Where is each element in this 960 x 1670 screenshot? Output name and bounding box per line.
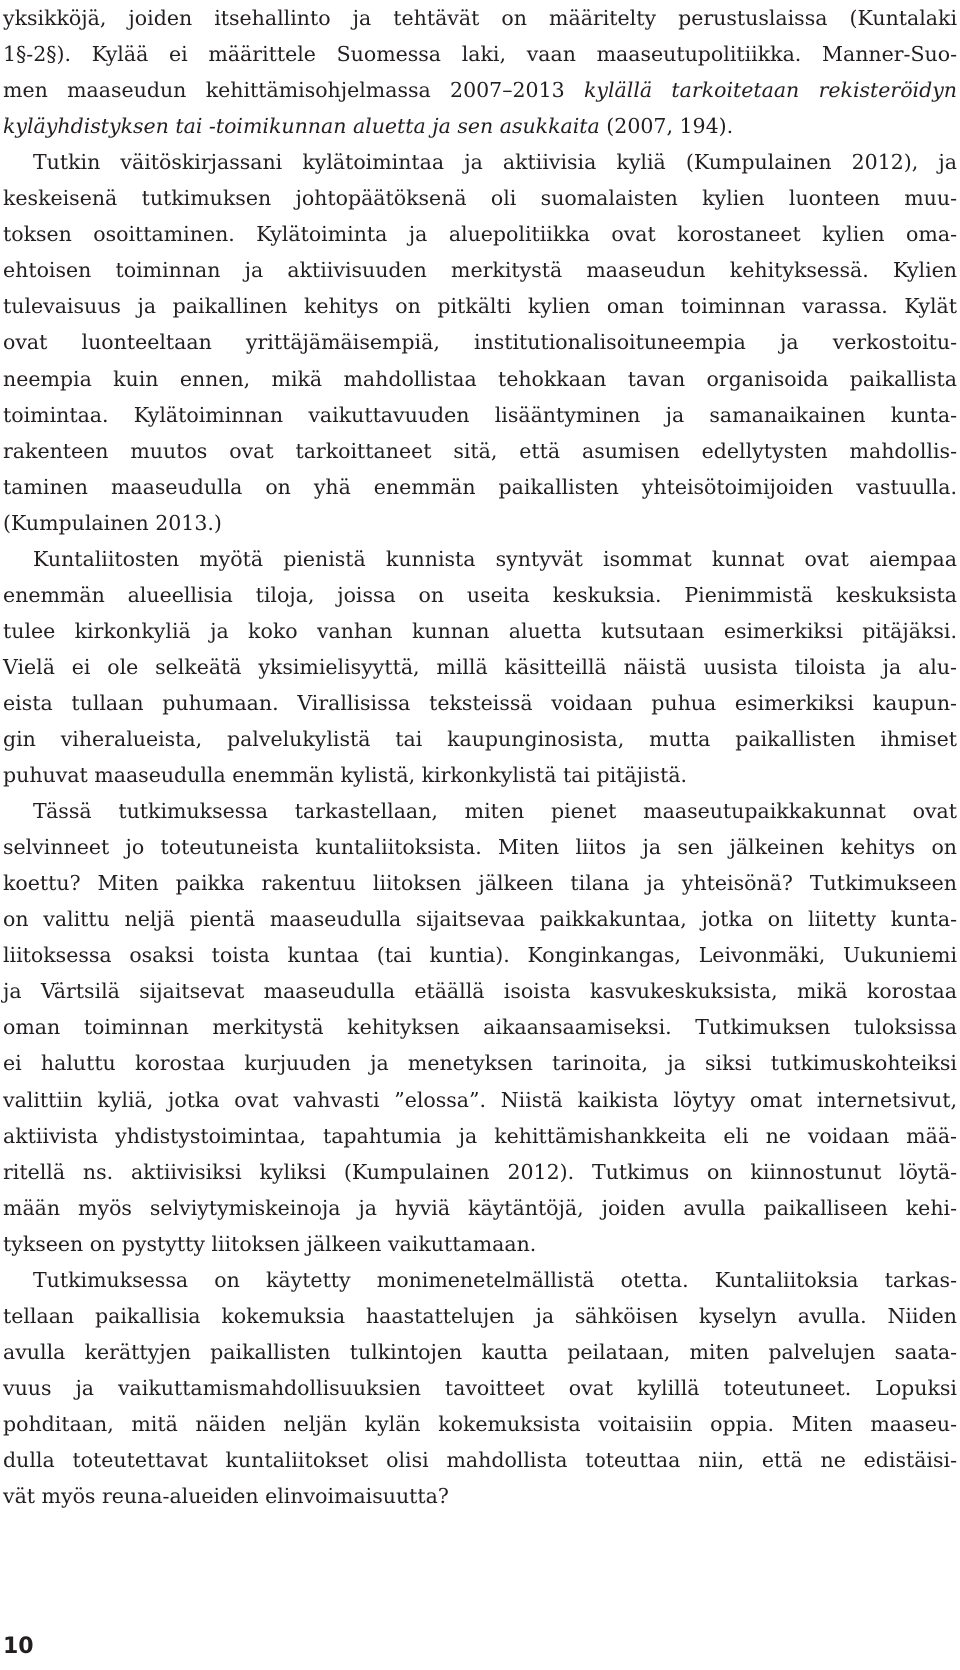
- page-number: 10: [3, 1634, 34, 1659]
- text-line-content: tulee kirkonkyliä ja koko vanhan kunnan aluetta kutsutaan esimerkiksi pitäjäksi.: [3, 618, 957, 643]
- text-line: [3, 793, 957, 829]
- text-line: [3, 1154, 957, 1190]
- text-line: [3, 216, 957, 252]
- text-line: [3, 469, 957, 505]
- text-line: [3, 865, 957, 901]
- text-line: [3, 1370, 957, 1406]
- text-line-content: selvinneet jo toteutuneista kuntaliitoksista. Miten liitos ja sen jälkeinen kehitys on: [3, 835, 957, 860]
- text-line: [3, 1478, 957, 1514]
- text-line-content: vät myös reuna-alueiden elinvoimaisuutta?: [3, 1484, 449, 1509]
- text-line-content: Kuntaliitosten myötä pienistä kunnista syntyvät isommat kunnat ovat aiempaa: [33, 546, 957, 571]
- text-line-content: mään myös selviytymiskeinoja ja hyviä käytäntöjä, joiden avulla paikalliseen kehi-: [3, 1195, 957, 1220]
- text-line-content: aktiivista yhdistystoimintaa, tapahtumia ja kehittämishankkeita eli ne voidaan mää-: [3, 1123, 957, 1148]
- text-line-content: men maaseudun kehittämisohjelmassa 2007–2013: [3, 78, 584, 103]
- text-line-content: liitoksessa osaksi toista kuntaa (tai kuntia). Konginkangas, Leivonmäki, Uukuniemi: [3, 943, 957, 968]
- text-line-tail: (2007, 194).: [599, 114, 734, 139]
- text-line: [3, 757, 957, 793]
- text-line-content: Tutkin väitöskirjassani kylätoimintaa ja aktiivisia kyliä (Kumpulainen 2012), ja: [33, 150, 957, 175]
- text-line-content: tulevaisuus ja paikallinen kehitys on pitkälti kylien oman toiminnan varassa. Kylät: [3, 294, 957, 319]
- text-line: [3, 1262, 957, 1298]
- text-line: [3, 685, 957, 721]
- text-line-content: 1§-2§). Kylää ei määrittele Suomessa laki, vaan maaseutupolitiikka. Manner-Suo-: [3, 42, 957, 67]
- text-line-content: Tässä tutkimuksessa tarkastellaan, miten pienet maaseutupaikkakunnat ovat: [33, 799, 957, 824]
- text-line: [3, 1406, 957, 1442]
- text-line: [3, 0, 957, 36]
- text-line-content: eista tullaan puhumaan. Virallisissa teksteissä voidaan puhua esimerkiksi kaupun-: [3, 690, 957, 715]
- text-line-content: ritellä ns. aktiivisiksi kyliksi (Kumpulainen 2012). Tutkimus on kiinnostunut löytä-: [3, 1159, 957, 1184]
- text-line-content: rakenteen muutos ovat tarkoittaneet sitä, että asumisen edellytysten mahdollis-: [3, 438, 957, 463]
- text-line-content: neempia kuin ennen, mikä mahdollistaa tehokkaan tavan organisoida paikallista: [3, 366, 957, 391]
- text-line-content: tellaan paikallisia kokemuksia haastattelujen ja sähköisen kyselyn avulla. Niiden: [3, 1303, 957, 1328]
- text-line-content: Vielä ei ole selkeätä yksimielisyyttä, millä käsitteillä näistä uusista tiloista ja alu-: [3, 654, 957, 679]
- text-line: [3, 1009, 957, 1045]
- text-line: [3, 108, 957, 144]
- text-line: [3, 1334, 957, 1370]
- text-line-content: valittiin kyliä, jotka ovat vahvasti ”elossa”. Niistä kaikista löytyy omat internetsivut,: [3, 1087, 957, 1112]
- text-line-content: dulla toteutettavat kuntaliitokset olisi mahdollista toteuttaa niin, että ne edistäisi-: [3, 1448, 957, 1472]
- text-line-content: yksikköjä, joiden itsehallinto ja tehtävät on määritelty perustuslaissa (Kuntalaki: [3, 6, 957, 30]
- text-line: [3, 288, 957, 324]
- text-line: [3, 1298, 957, 1334]
- text-line: [3, 1442, 957, 1478]
- text-line-content: ei haluttu korostaa kurjuuden ja menetyksen tarinoita, ja siksi tutkimuskohteiksi: [3, 1051, 957, 1076]
- text-line: [3, 901, 957, 937]
- text-line: [3, 252, 957, 288]
- text-line: [3, 541, 957, 577]
- text-line-content: toimintaa. Kylätoiminnan vaikuttavuuden lisääntyminen ja samanaikainen kunta-: [3, 402, 957, 427]
- text-line: [3, 829, 957, 865]
- text-line: [3, 433, 957, 469]
- text-line: [3, 397, 957, 433]
- text-line-content: toksen osoittaminen. Kylätoiminta ja aluepolitiikka ovat korostaneet kylien oma-: [3, 222, 957, 247]
- text-line-content: ehtoisen toiminnan ja aktiivisuuden merkitystä maaseudun kehityksessä. Kylien: [3, 258, 957, 283]
- text-line: [3, 649, 957, 685]
- text-line: [3, 613, 957, 649]
- text-line: [3, 36, 957, 72]
- text-line-italic: kylällä tarkoitetaan rekisteröidyn: [583, 78, 957, 103]
- text-line-italic: kyläyhdistyksen tai -toimikunnan aluetta ja sen asukkaita: [3, 114, 600, 139]
- text-line-content: Tutkimuksessa on käytetty monimenetelmällistä otetta. Kuntaliitoksia tarkas-: [33, 1267, 957, 1292]
- text-line: [3, 1226, 957, 1262]
- text-line-content: oman toiminnan merkitystä kehityksen aikaansaamiseksi. Tutkimuksen tuloksissa: [3, 1015, 957, 1040]
- text-line-content: puhuvat maaseudulla enemmän kylistä, kirkonkylistä tai pitäjistä.: [3, 763, 688, 788]
- text-line: [3, 973, 957, 1009]
- text-line-content: avulla kerättyjen paikallisten tulkintojen kautta peilataan, miten palvelujen saata-: [3, 1339, 957, 1364]
- text-line: [3, 180, 957, 216]
- text-line-content: keskeisenä tutkimuksen johtopäätöksenä oli suomalaisten kylien luonteen muu-: [3, 186, 957, 211]
- text-line-content: tykseen on pystytty liitoksen jälkeen vaikuttamaan.: [3, 1231, 537, 1256]
- text-line: [3, 577, 957, 613]
- text-line: [3, 361, 957, 397]
- text-line-content: taminen maaseudulla on yhä enemmän paikallisten yhteisötoimijoiden vastuulla.: [3, 474, 957, 499]
- text-line: [3, 1082, 957, 1118]
- text-line-content: vuus ja vaikuttamismahdollisuuksien tavoitteet ovat kylillä toteutuneet. Lopuksi: [3, 1375, 957, 1400]
- text-line: [3, 144, 957, 180]
- text-line: [3, 1190, 957, 1226]
- text-line: [3, 721, 957, 757]
- text-line: [3, 1118, 957, 1154]
- text-line-content: enemmän alueellisia tiloja, joissa on useita keskuksia. Pienimmistä keskuksista: [3, 582, 957, 607]
- text-line: [3, 1045, 957, 1081]
- text-line-content: koettu? Miten paikka rakentuu liitoksen jälkeen tilana ja yhteisönä? Tutkimukseen: [3, 871, 957, 896]
- text-line-content: (Kumpulainen 2013.): [3, 510, 222, 535]
- text-line: [3, 324, 957, 360]
- text-line-content: ovat luonteeltaan yrittäjämäisempiä, institutionalisoituneempia ja verkostoitu-: [3, 330, 957, 355]
- text-line-content: on valittu neljä pientä maaseudulla sijaitsevaa paikkakuntaa, jotka on liitetty kunta-: [3, 907, 957, 932]
- text-line: [3, 72, 957, 108]
- text-line-content: ja Värtsilä sijaitsevat maaseudulla etäällä isoista kasvukeskuksista, mikä korostaa: [3, 979, 957, 1004]
- text-line-content: gin viheralueista, palvelukylistä tai kaupunginosista, mutta paikallisten ihmiset: [3, 727, 957, 751]
- text-line: [3, 505, 957, 541]
- text-line-content: pohditaan, mitä näiden neljän kylän kokemuksista voitaisiin oppia. Miten maaseu-: [3, 1411, 957, 1436]
- text-line: [3, 937, 957, 973]
